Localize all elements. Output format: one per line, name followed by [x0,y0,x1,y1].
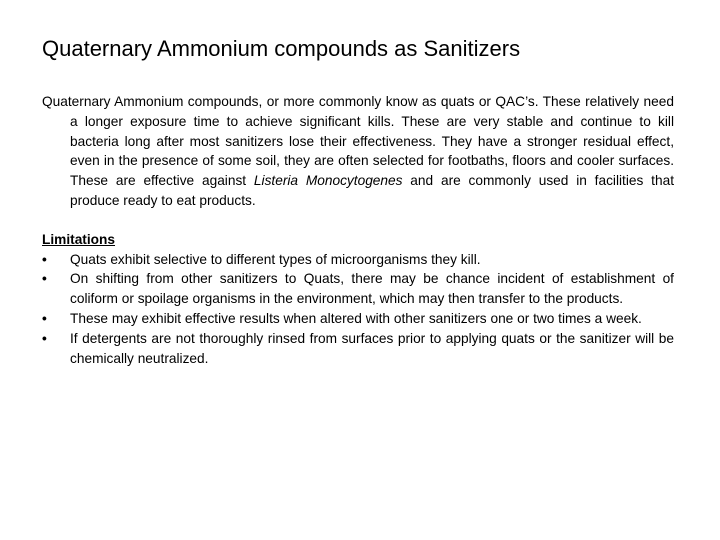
list-item [42,269,674,309]
list-item-text: On shifting from other sanitizers to Quats, there may be chance incident of establishment of coliform or spoilage organisms in the environment, which may then transfer to the products. [70,271,674,307]
intro-text-part1: Quaternary Ammonium compounds, or more commonly know as quats or QAC’s. These relatively need a longer exposure time to achieve significant kills. These are very stable and continue to kill bacteria long after most sanitizers lose their effectiveness. They have a stronger residual effect, even in the presence of some soil, they are often selected for footbaths, floors and cooler surfaces. These are effective against [42,94,674,189]
list-item [42,329,674,369]
bullet-icon: • [42,310,47,326]
list-item-text: Quats exhibit selective to different types of microorganisms they kill. [70,251,481,267]
bullet-icon: • [42,271,47,287]
limitations-list [42,250,674,369]
list-item [42,309,674,329]
bullet-icon: • [42,330,47,346]
intro-text-part2: and are commonly used in facilities that produce ready to eat products. [70,173,674,208]
bullet-icon: • [42,251,47,267]
intro-italic-organism: Listeria Monocytogenes [253,173,403,189]
limitations-heading: Limitations [42,231,116,247]
limitations-section [42,230,674,369]
list-item-text: If detergents are not thoroughly rinsed from surfaces prior to applying quats or the sanitizer will be chemically neutralized. [70,330,674,366]
slide-body [42,92,674,368]
list-item-text: These may exhibit effective results when altered with other sanitizers one or two times a week. [70,310,642,326]
intro-paragraph [42,92,674,211]
list-item [42,250,674,270]
slide-title: Quaternary Ammonium compounds as Sanitizers [42,36,521,61]
